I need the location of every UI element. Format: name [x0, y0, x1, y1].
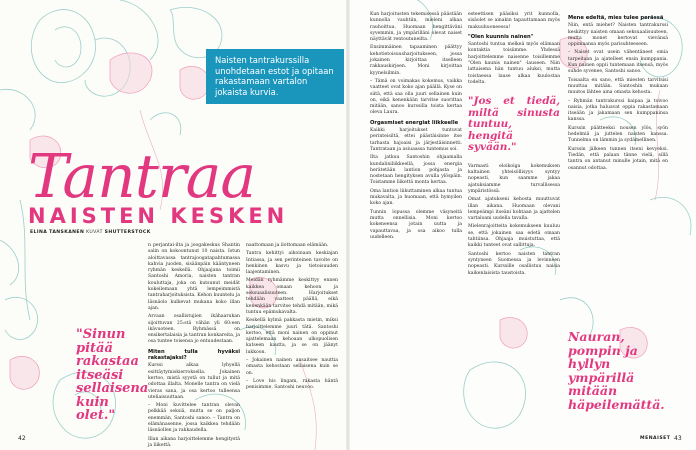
paragraph: Keskellä kylmä pakkasta mietin, miksi harjoittelemme juuri tätä. Santoshi kertoo, että moni nainen on oppinut ajattelemaan kehoaan ulkopuolisen katseen kautta, ja se on jäänyt lukkoon. [246, 318, 338, 355]
flower-outline [0, 240, 19, 285]
paragraph: naattomaan ja ilottomaan elämään. [246, 243, 329, 248]
article-subtitle: NAISTEN KESKEN [28, 204, 289, 228]
subheading: Orgasmiset energiat liikkeelle [370, 119, 459, 126]
paragraph: Kun harjoitusten tekemisessä päästään kunnolla vauhtiin, mieleni alkaa rauhoittua. Huomaan hengittäväni syvemmin, ja ympärilläni olevat naiset näyttävät rentoutuneilta. [370, 12, 462, 43]
article-credits [30, 230, 151, 235]
magazine-name: MENAISET [640, 436, 671, 441]
paragraph: Santoshi kertoo naisten tantran syntyneen Suomessa ja levinneen nopeasti. Kurssille osallistuu naisia kaikenlaisista taustoista. [468, 251, 560, 276]
paragraph: Toisaalta en sano, että miesten tarvitsisi muuttaa mitään. Santoshin mukaan muutos lähtee aina omasta kehosta. [568, 77, 668, 96]
paragraph: Santoshi tuntua melkeä myös elämaan kontaktia toisiimme. Yhdessä harjoittelemme naisenne toisillemme "Olen kaunis nainen" -lauseen. Niin lattaisena hän tuntuu aluksi, mutta toistaessa lause alkaa kuulostaa todelta. [468, 42, 560, 85]
paragraph: Tantra kehittyi aikoinaan keskiajan Intiassa, ja sen perinteinen tavoite on henkinen kasvu ja tietoisuuden laajentaminen. [246, 251, 338, 276]
subheading: Mene edeltä, mies tulee perässä [568, 15, 664, 21]
photographer-name: SHUTTERSTOCK [104, 230, 151, 235]
paragraph: Ensimmäinen tapaaminen päättyy kehotietoisuusharjoitukseen, jossa jokainen kirjoittaa itselleen rakkauskirjeen. Moni kirjoittaa kyynelsilmin. [370, 45, 462, 76]
paragraph: Oma lantion liikuttaminen alkaa tuntua mukavalta, ja huomaan, että hymyilen koko ajan. [370, 188, 462, 207]
page-spine [346, 0, 350, 450]
right-page-number: 43 [674, 435, 682, 442]
paragraph: Kurssin jälkeen tunnen itseni kevyeksi. Tiedän, että palaan tänne vielä, sillä tantra on antanut minulle jotain, mitä en osannut odottaa. [568, 146, 668, 171]
paragraph: Meidän ryhmämme keskittyy ennen kaikkea omaan kehoon ja seksuaalisuuteen. Harjoitukset tehdään vaatteet päällä, eikä kenenkään tarvitse tehdä mitään, mikä tuntuu epämukavalta. [246, 278, 338, 315]
paragraph: – Naiset ovat usein vähentäneet omia tarpeitaan ja ajatelleet ensin kumppania. Kun nainen oppii tuntemaan itsensä, myös suhde syvenee, Santoshi sanoo. [568, 50, 668, 75]
right-column-3 [568, 12, 668, 277]
paragraph: – Ryhmän tantrakurssi kaipaa ja toivoo naisia, jotka haluavat oppia rakastamaan itseään ja jakamaan sen kumppaninsa kanssa. [568, 98, 668, 123]
left-pull-quote: "Sinun pitää rakastaa itseäsi sellaisena kuin olet." [76, 327, 149, 423]
pink-leaf [110, 53, 152, 93]
kuvat-label: KUVAT [86, 230, 103, 235]
paragraph: – Moni kuvittelee tantran olevan pelkkää seksiä, mutta se on paljon enemmän, Santoshi sanoo. – Tantra on elämänasenne, jossa kaikkea tehdään läsnäollen ja rakkaudella. [148, 403, 240, 434]
right-column-1 [370, 12, 462, 440]
paragraph: Tunnin lopussa olemme väsyneitä mutta onnellisia. Moni kertoo kokeneensa jotain uutta ja vapauttavaa, ja osa aikoo tulla uudelleen. [370, 209, 462, 240]
writer-name: ELINA TANSKANEN [30, 230, 85, 235]
left-column-1 [148, 243, 240, 448]
article-title: Tantraa [28, 142, 256, 212]
paragraph: Niin, entä miehet? Naisten tantrakurssi keskittyy naisten omaan seksuaalisuuteen, mutta monet kertovat vievänsä oppimaansa myös parisuhteeseen. [568, 23, 668, 48]
flower-outline [5, 297, 38, 339]
paragraph: Varmasti eloikoiga kokemuksen kaltainen yhteisöllisyys syntyy nopeasti, kun saamme jakaa ajatuksiamme turvallisessa ympäristössä. [468, 163, 560, 194]
left-column-2 [246, 243, 338, 438]
paragraph: esteettisen pääsiksi yrit kunnolla, sisäolet se ainakin tapauttamaan myös makuuhuoneessa! [468, 12, 560, 30]
paragraph: – Tämä on voimakas kokemus, vaikka vaatteet ovat koko ajan päällä. Kyse on siitä, että saa olla juuri sellainen kuin on, eikä kenenkään tarvitse suorittaa mitään, sanoo kurssilla toista kertaa oleva Laura. [370, 78, 462, 116]
right-pull-quote-1: "Jos et tiedä, miltä sinusta tuntuu, hengitä syvään." [468, 95, 560, 154]
paragraph: Illan aikana harjoittelemme hengitystä ja liikettä. [148, 436, 240, 448]
paragraph: Omat ajatukseni kehosta muuttuvat illan aikana. Huomaan olevani lempeämpi itseäni kohtaan ja ajattelen vartaloani uudella tavalla. [468, 197, 560, 222]
pink-leaf [10, 356, 39, 389]
left-page-number: 42 [18, 435, 26, 442]
flower-outline [0, 89, 35, 130]
paragraph: Kurssin päätteeksi nousen ylös, syön hedelmiä ja juttelen naisten kanssa. Tunnelma on lämmin ja sydämellinen. [568, 125, 668, 144]
paragraph: Mielenrajoitteita kokemukseen kuuluu se, että jokainen saa edetä omaan tahtiinsa. Ohjaaja muistuttaa, että kaikki tunteet ovat sallittuja. [468, 224, 560, 249]
right-column-2 [468, 12, 560, 440]
lead-quote-box: Naisten tantrakurssilla unohdetaan estot ja opitaan rakastamaan vartalon jokaista kurvia. [206, 49, 344, 104]
paragraph: – Love his lingam, rakasta häntä penisimme, Santoshi neuvoo. [246, 378, 338, 391]
paragraph: Arvaan osallistujien ikähaarukan sijoittuvan 25:stä vähän yli 60:een ikävuoteen. Ryhmässä on ensikertalaisia ja tantran konkareita, ja osa tuntee toisensa jo entuudestaan. [148, 314, 240, 345]
flower-outline [31, 10, 95, 83]
paragraph: Kaikki harjoitukset tuntuvat perinteisiltä, ettei päästäisinne itse tarhasta hajoaisi ja järjestäisinnetti. Tantrataan ja asiuaassa tuntemus soi. [370, 128, 462, 152]
flower-outline [55, 27, 81, 67]
paragraph: – Jokainen nainen ansaitsee nauttia omasta kehostaan sellaisena kuin se on. [246, 358, 338, 376]
paragraph: n perjantai-ilta ja joogakeskus Shantin salin on kokoontunut 10 naista. Istun aloittavassa tantrajoogatapahtumassa kahvia juoden, sisäänpäin kääntyneen ryhmän keskellä. Ohjaajana toimii Santoshi Amoria, naisten tantran kouluttaja, joka on kutsunut meidät kokeilemaan yhtä lempeimmistä tantraharjoituksista. Kehon kuuntelu ja läsnäolo kulkevat mukana koko illan ajan. [148, 243, 240, 311]
paragraph: Kurssi alkaa lyhyellä esittäytymiskierroksella. Jokainen kertoo, mistä syystä on tullut ja mitä odottaa illalta. Monelle tantra on vielä vieras sana, ja osa kertoo tulleensa uteliaisuuttaan. [148, 363, 240, 400]
subheading: Miten tulla hyväksi rakastajaksi? [148, 348, 240, 362]
flower-outline [150, 113, 181, 135]
subheading: "Olen kuunnis nainen" [468, 33, 534, 40]
right-pull-quote-2: Nauran, pompin ja hyllyn ympärillä mitään häpeilemättä. [568, 329, 665, 412]
paragraph: Ilta jatkuu Santoshin ohjaamalla kundaliniliikkeellä, jossa energia herätetään lantion pohjasta ja nostetaan hengityksen avulla ylöspäin. Toistamme liikettä monta kertaa. [370, 155, 462, 186]
